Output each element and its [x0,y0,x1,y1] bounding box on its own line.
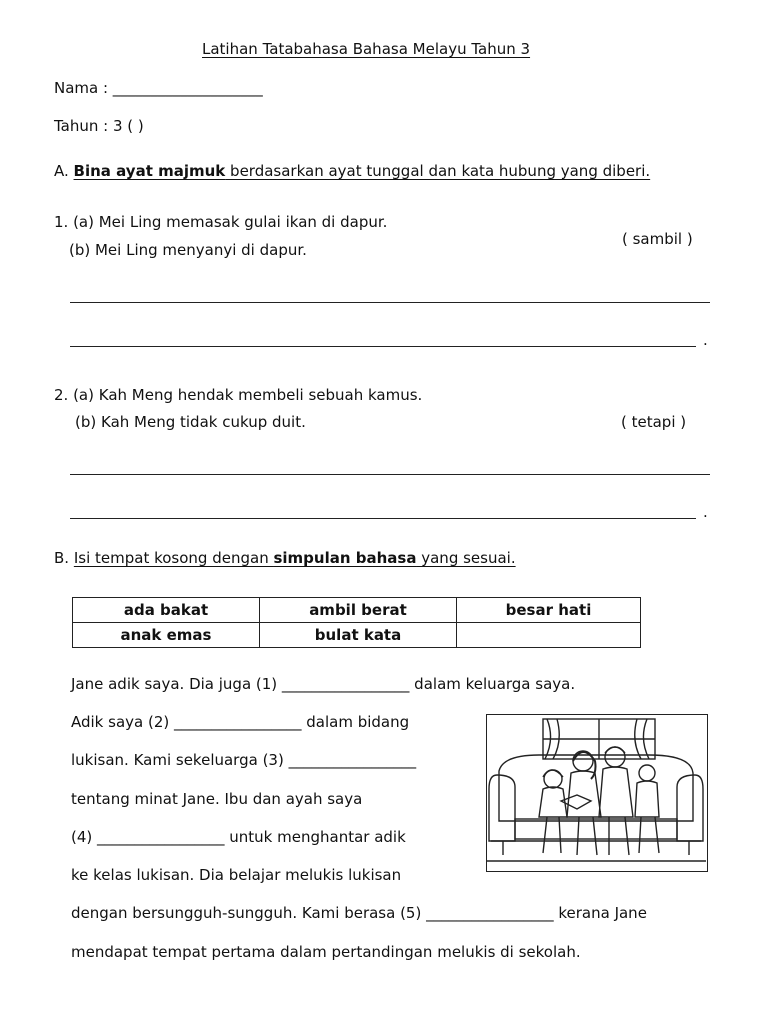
question-2-sentence-b: (b) Kah Meng tidak cukup duit. [75,413,306,431]
word-bank-row [73,623,641,648]
family-sofa-illustration [486,714,708,872]
name-field[interactable]: Nama : ____________________ [54,79,263,97]
word-bank-cell: anak emas [73,623,260,648]
word-bank-cell: ambil berat [260,598,457,623]
section-a-instruction-text: berdasarkan ayat tunggal dan kata hubung yang diberi. [225,162,651,180]
passage-line-2: Adik saya (2) _________________ dalam bidang [71,713,410,731]
word-bank-cell [457,623,641,648]
section-b-instruction-end: yang sesuai. [416,549,516,567]
section-b-instruction [54,551,516,566]
word-bank-cell: ada bakat [73,598,260,623]
section-a-label: A. [54,162,69,180]
question-2-sentence-a: 2. (a) Kah Meng hendak membeli sebuah kamus. [54,386,423,404]
family-sofa-drawing [487,715,706,870]
word-bank-cell: bulat kata [260,623,457,648]
word-bank-cell: besar hati [457,598,641,623]
passage-line-3: lukisan. Kami sekeluarga (3) _________________ [71,751,417,769]
question-1-full-stop: . [703,331,708,349]
section-b-label: B. [54,549,70,567]
question-2-answer-line-1[interactable] [70,474,710,475]
passage-line-6: ke kelas lukisan. Dia belajar melukis lukisan [71,866,402,884]
section-b-keyword: simpulan bahasa [273,549,417,567]
question-1-answer-line-1[interactable] [70,302,710,303]
passage-line-1: Jane adik saya. Dia juga (1) _________________ dalam keluarga saya. [71,675,576,693]
passage-line-5: (4) _________________ untuk menghantar adik [71,828,406,846]
class-field[interactable]: Tahun : 3 ( ) [54,117,144,135]
word-bank-row [73,598,641,623]
passage-line-7: dengan bersungguh-sungguh. Kami berasa (5) _________________ kerana Jane [71,904,647,922]
question-1-sentence-a: 1. (a) Mei Ling memasak gulai ikan di dapur. [54,213,388,231]
passage-line-8: mendapat tempat pertama dalam pertandingan melukis di sekolah. [71,943,581,961]
passage-line-4: tentang minat Jane. Ibu dan ayah saya [71,790,363,808]
section-a-keyword: Bina ayat majmuk [73,162,226,180]
question-1-answer-line-2[interactable] [70,346,696,347]
question-2-conjunction: ( tetapi ) [621,413,687,431]
section-a-instruction [54,164,650,179]
question-1-sentence-b: (b) Mei Ling menyanyi di dapur. [69,241,307,259]
worksheet-title: Latihan Tatabahasa Bahasa Melayu Tahun 3 [202,40,531,58]
section-b-instruction-text: Isi tempat kosong dengan [73,549,274,567]
question-1-conjunction: ( sambil ) [622,230,693,248]
question-2-full-stop: . [703,503,708,521]
question-2-answer-line-2[interactable] [70,518,696,519]
word-bank-table [72,597,641,648]
